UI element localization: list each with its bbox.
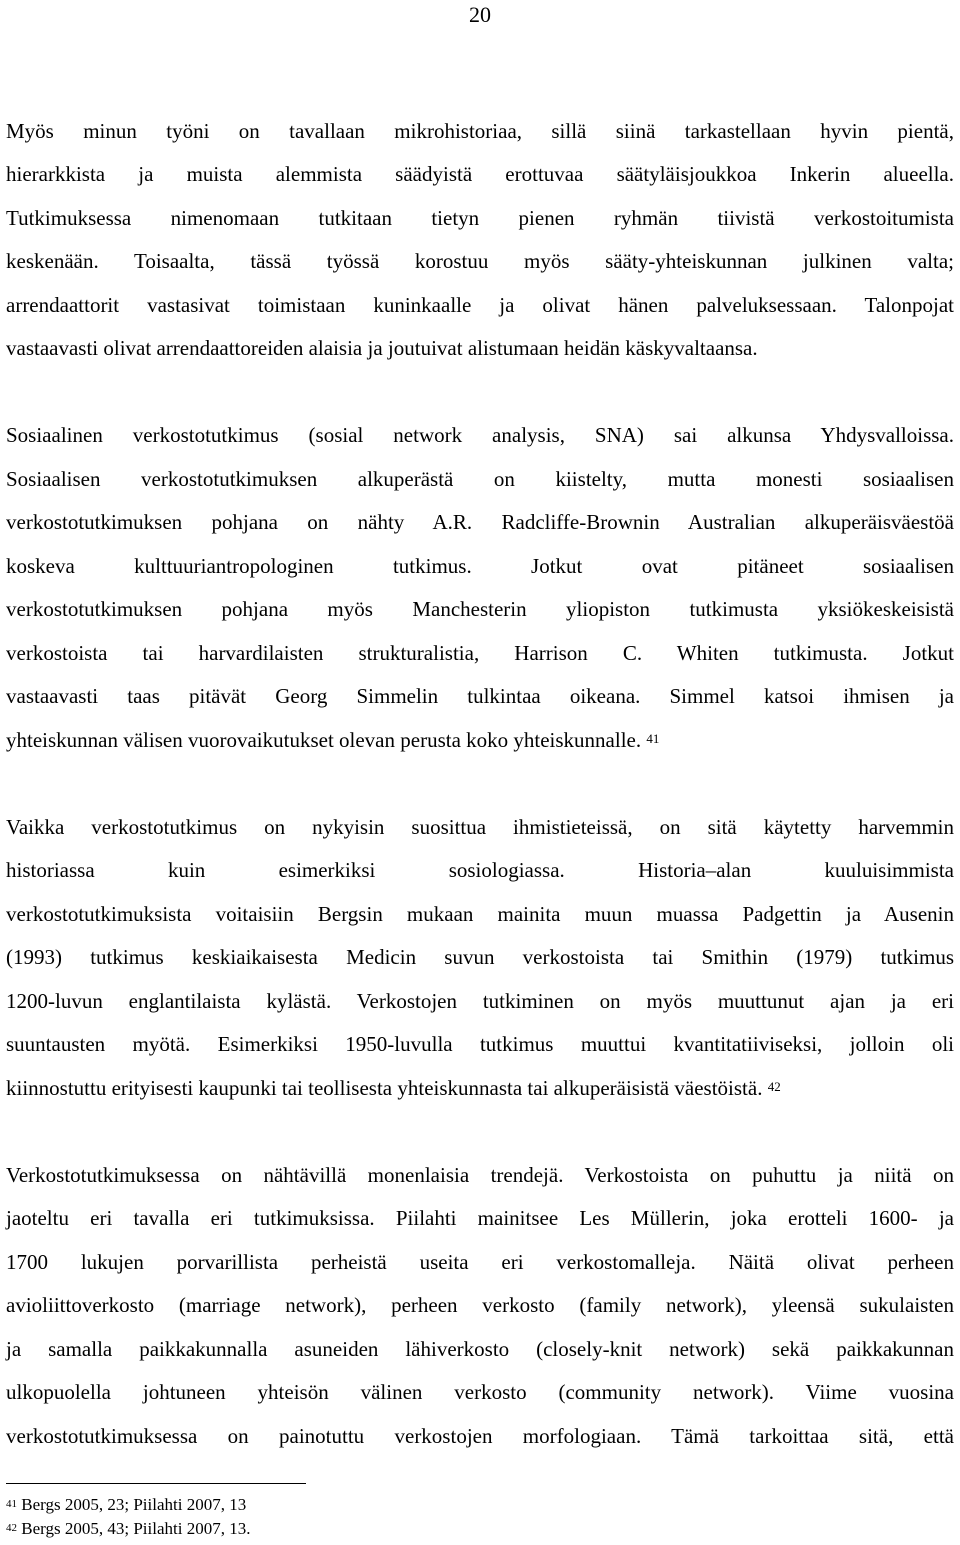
text-line: ulkopuolella johtuneen yhteisön välinen verkosto (community network). Viime vuosina	[6, 1380, 954, 1404]
text-line: verkostotutkimuksista voitaisiin Bergsin mukaan mainita muun muassa Padgettin ja Ausenin	[6, 902, 954, 926]
text-line: historiassa kuin esimerkiksi sosiologiassa. Historia–alan kuuluisimmista	[6, 858, 954, 882]
text-line: verkostotutkimuksen pohjana on nähty A.R. Radcliffe-Brownin Australian alkuperäisväestöä	[6, 510, 954, 534]
text-line: 1700 lukujen porvarillista perheistä useita eri verkostomalleja. Näitä olivat perheen	[6, 1250, 954, 1274]
text-line: Sosiaalinen verkostotutkimus (sosial network analysis, SNA) sai alkunsa Yhdysvalloissa.	[6, 423, 954, 447]
footnote-number: 42	[6, 1522, 17, 1534]
text-line: Tutkimuksessa nimenomaan tutkitaan tietyn pienen ryhmän tiivistä verkostoitumista	[6, 206, 954, 230]
text-line: arrendaattorit vastasivat toimistaan kuninkaalle ja olivat hänen palveluksessaan. Talonpojat	[6, 293, 954, 317]
text-line: vastaavasti taas pitävät Georg Simmelin tulkintaa oikeana. Simmel katsoi ihmisen ja	[6, 684, 954, 708]
text-line: avioliittoverkosto (marriage network), perheen verkosto (family network), yleensä sukulaisten	[6, 1293, 954, 1317]
text-line: (1993) tutkimus keskiaikaisesta Medicin suvun verkostoista tai Smithin (1979) tutkimus	[6, 945, 954, 969]
text-line: keskenään. Toisaalta, tässä työssä korostuu myös sääty-yhteiskunnan julkinen valta;	[6, 249, 954, 273]
text-line: yhteiskunnan välisen vuorovaikutukset olevan perusta koko yhteiskunnalle.	[6, 728, 642, 752]
text-line: 1200-luvun englantilaista kylästä. Verkostojen tutkiminen on myös muuttunut ajan ja eri	[6, 989, 954, 1013]
text-line: koskeva kulttuuriantropologinen tutkimus. Jotkut ovat pitäneet sosiaalisen	[6, 554, 954, 578]
text-line: ja samalla paikkakunnalla asuneiden lähiverkosto (closely-knit network) sekä paikkakunnan	[6, 1337, 954, 1361]
text-line-with-footnote	[6, 725, 954, 755]
footnote-text: Bergs 2005, 43; Piilahti 2007, 13.	[21, 1519, 251, 1538]
footnote-ref-41: 41	[646, 731, 660, 746]
footnote-separator	[6, 1483, 306, 1484]
text-line: suuntausten myötä. Esimerkiksi 1950-luvulla tutkimus muuttui kvantitatiiviseksi, jolloin oli	[6, 1032, 954, 1056]
text-line-with-footnote	[6, 1073, 954, 1103]
page-number: 20	[469, 2, 491, 27]
text-line: Myös minun työni on tavallaan mikrohistoriaa, sillä siinä tarkastellaan hyvin pientä,	[6, 119, 954, 143]
text-line: kiinnostuttu erityisesti kaupunki tai teollisesta yhteiskunnasta tai alkuperäisistä väestöistä.	[6, 1076, 763, 1100]
text-line: vastaavasti olivat arrendaattoreiden alaisia ja joutuivat alistumaan heidän käskyvaltaansa.	[6, 336, 758, 360]
footnote-42	[6, 1518, 250, 1540]
text-line: verkostotutkimuksen pohjana myös Manchesterin yliopiston tutkimusta yksiökeskeisistä	[6, 597, 954, 621]
text-line: Verkostotutkimuksessa on nähtävillä monenlaisia trendejä. Verkostoista on puhuttu ja niitä on	[6, 1163, 954, 1187]
text-line: verkostoista tai harvardilaisten strukturalistia, Harrison C. Whiten tutkimusta. Jotkut	[6, 641, 954, 665]
text-line: Sosiaalisen verkostotutkimuksen alkuperästä on kiistelty, mutta monesti sosiaalisen	[6, 467, 954, 491]
text-line: Vaikka verkostotutkimus on nykyisin suosittua ihmistieteissä, on sitä käytetty harvemmin	[6, 815, 954, 839]
footnote-ref-42: 42	[767, 1079, 781, 1094]
footnote-number: 41	[6, 1498, 17, 1510]
text-line: jaoteltu eri tavalla eri tutkimuksissa. Piilahti mainitsee Les Müllerin, joka erotteli 1600- ja	[6, 1206, 954, 1230]
footnote-41	[6, 1494, 246, 1516]
text-line: hierarkkista ja muista alemmista säädyistä erottuvaa säätyläisjoukkoa Inkerin alueella.	[6, 162, 954, 186]
footnote-text: Bergs 2005, 23; Piilahti 2007, 13	[21, 1495, 247, 1514]
text-line: verkostotutkimuksessa on painotuttu verkostojen morfologiaan. Tämä tarkoittaa sitä, että	[6, 1424, 954, 1448]
